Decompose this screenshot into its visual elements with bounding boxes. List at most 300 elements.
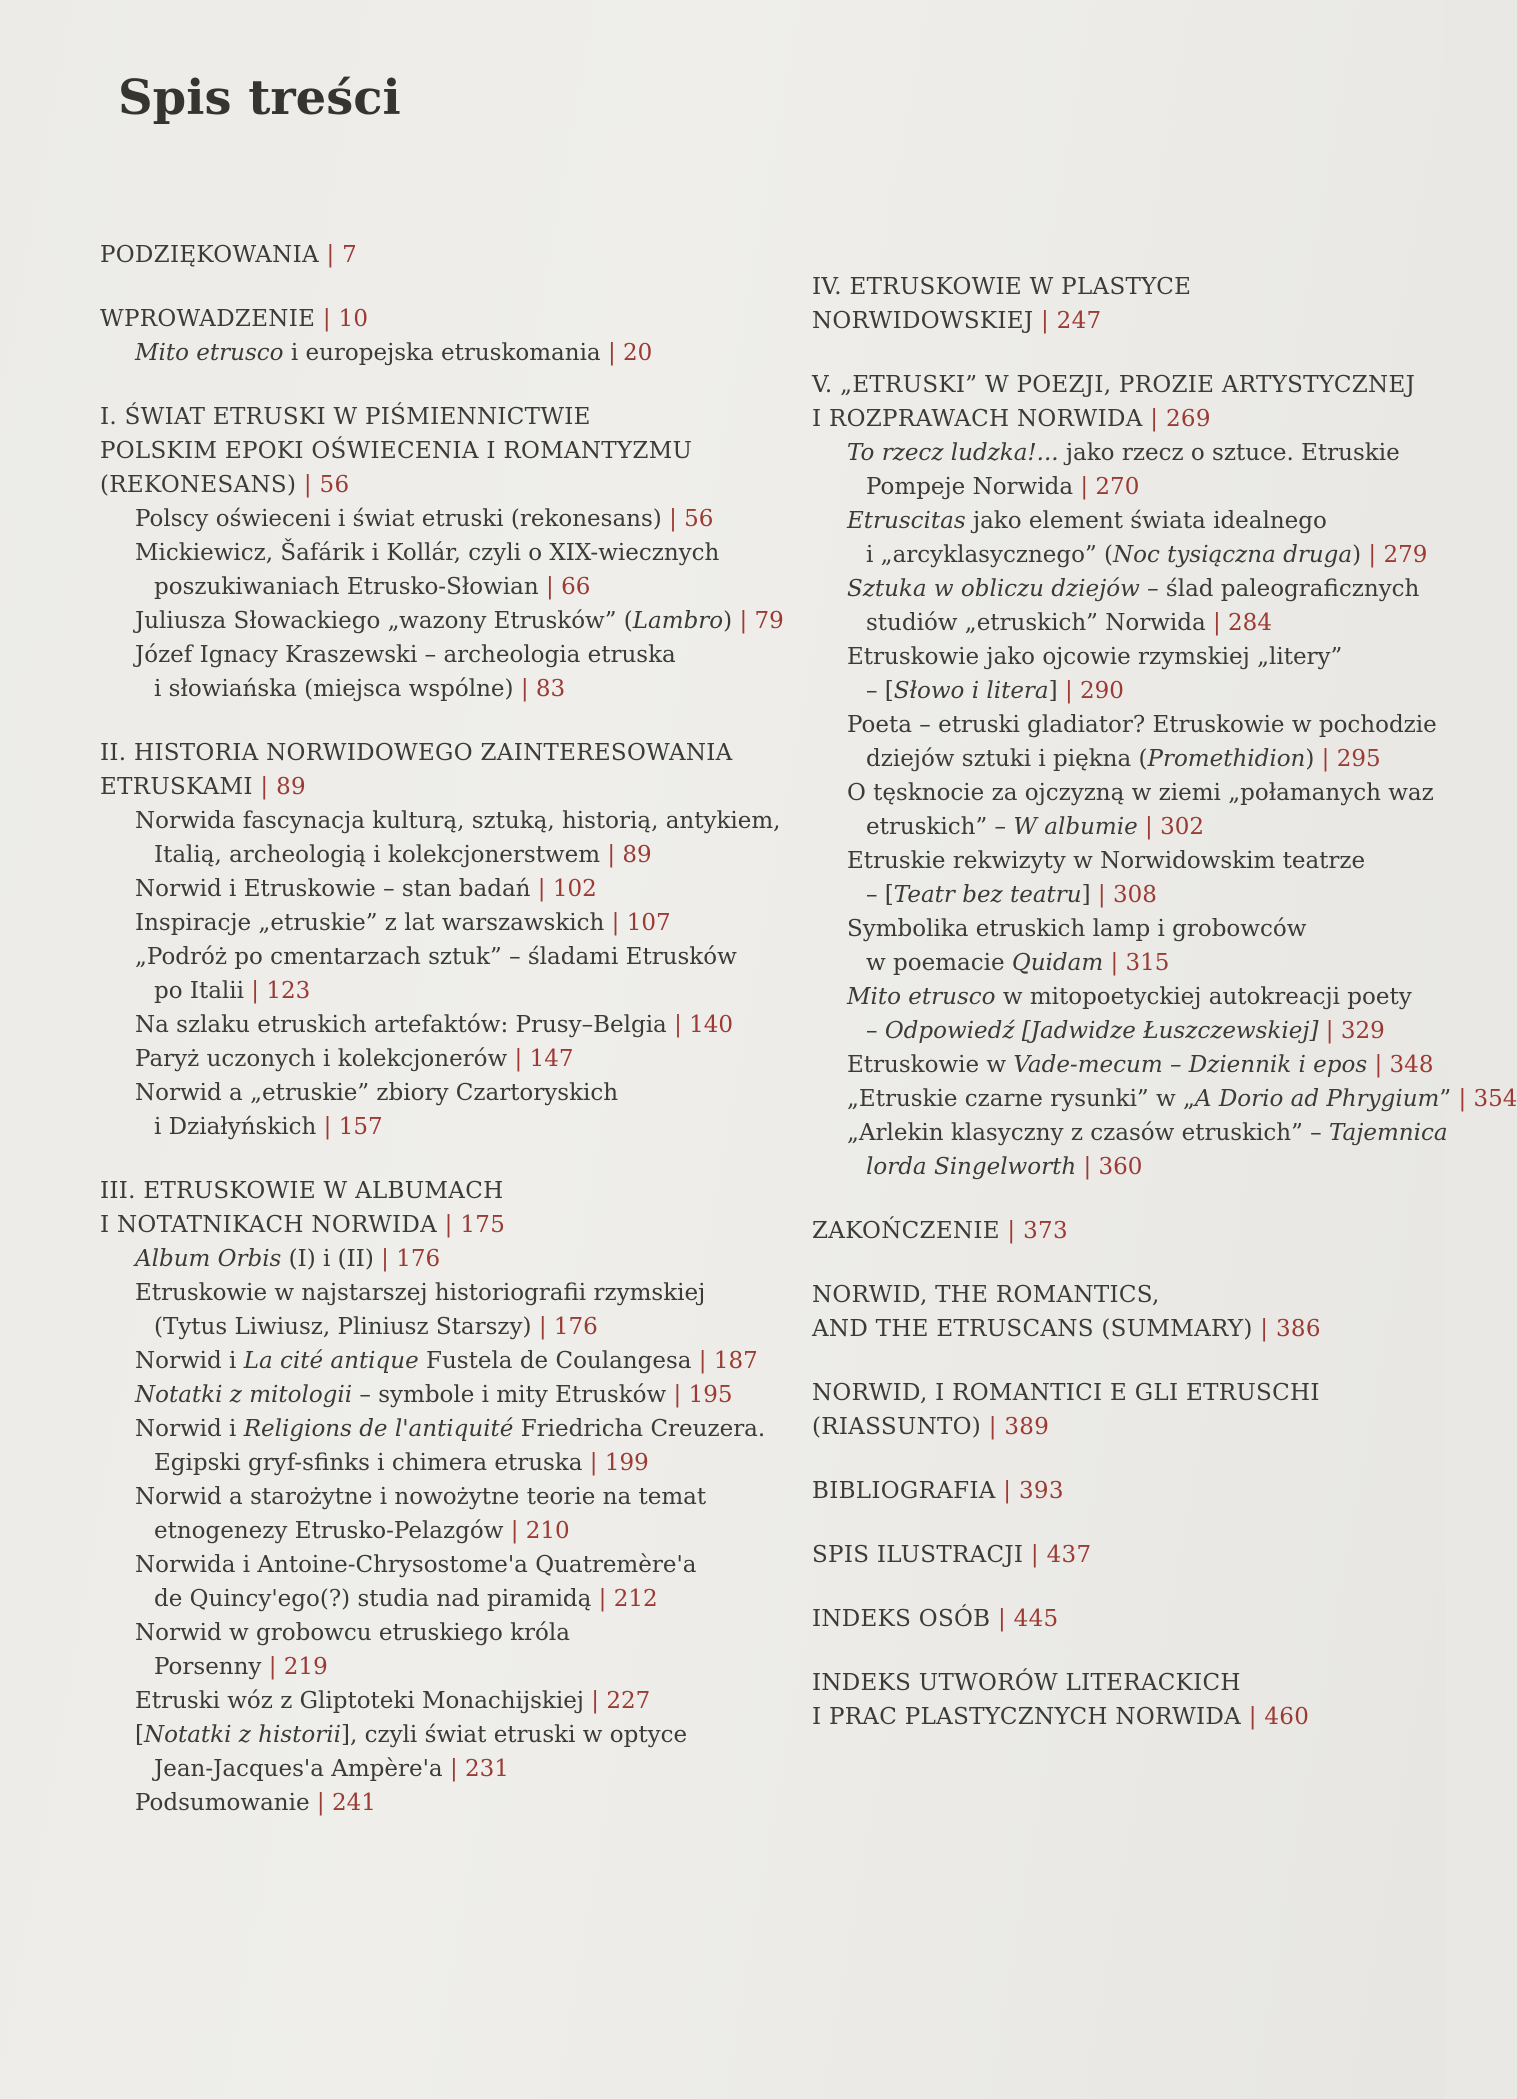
toc-subentry-line xyxy=(100,604,784,638)
entry-text: po Italii xyxy=(154,978,244,1004)
entry-text: w poemacie xyxy=(866,950,1012,976)
page-number: 176 xyxy=(396,1246,441,1272)
page-number: 176 xyxy=(553,1314,598,1340)
toc-column-right xyxy=(812,270,1517,1764)
toc-subentry-line xyxy=(100,1548,740,1582)
toc-chapter-line xyxy=(812,368,1452,402)
page-number: 147 xyxy=(529,1046,574,1072)
page-number: 56 xyxy=(319,472,350,498)
toc-section xyxy=(100,302,740,370)
toc-subentry-line xyxy=(812,538,1452,572)
entry-text: Etruskie rekwizyty w Norwidowskim teatrze xyxy=(847,848,1366,874)
entry-text-rest: jako element świata idealnego xyxy=(965,508,1327,534)
page-number: 56 xyxy=(684,506,714,532)
toc-subentry-line xyxy=(100,1480,740,1514)
toc-subentry-line xyxy=(100,570,740,604)
entry-text: Józef Ignacy Kraszewski – archeologia etruska xyxy=(135,642,676,668)
entry-text: Mickiewicz, Šafárik i Kollár, czyli o XIX-wiecznych xyxy=(135,540,720,566)
entry-text: V. „ETRUSKI” W POEZJI, PROZIE ARTYSTYCZNEJ xyxy=(812,372,1416,398)
toc-section xyxy=(812,270,1452,338)
toc-subentry-line xyxy=(100,1786,740,1820)
page-number: 308 xyxy=(1112,882,1157,908)
toc-subentry-line xyxy=(100,638,740,672)
entry-italic-title: Noc tysiączna druga xyxy=(1113,542,1353,568)
page-separator: | xyxy=(661,506,685,532)
entry-text: INDEKS OSÓB xyxy=(812,1606,991,1632)
entry-italic-title: A Dorio ad Phrygium xyxy=(1194,1086,1440,1112)
entry-text-rest: Friedricha Creuzera. xyxy=(513,1416,766,1442)
entry-italic-title: Lambro xyxy=(632,608,724,634)
page-number: 140 xyxy=(689,1012,734,1038)
entry-italic-title: Mito etrusco xyxy=(135,340,284,366)
entry-italic-title: Notatki z historii xyxy=(143,1722,341,1748)
entry-text: PODZIĘKOWANIA xyxy=(100,242,319,268)
toc-subentry-line xyxy=(812,470,1452,504)
toc-section xyxy=(100,400,784,706)
page-separator: | xyxy=(296,472,320,498)
page-separator: | xyxy=(666,1012,690,1038)
page-number: 231 xyxy=(465,1756,509,1782)
entry-text: Norwid i xyxy=(135,1348,244,1374)
entry-text: O tęsknocie za ojczyzną w ziemi „połamanych waz xyxy=(847,780,1434,806)
toc-chapter-line xyxy=(100,736,740,770)
entry-text: i słowiańska (miejsca wspólne) xyxy=(154,676,514,702)
entry-text: [ xyxy=(135,1722,144,1748)
toc-chapter-line xyxy=(812,1666,1452,1700)
toc-section xyxy=(812,1538,1452,1572)
toc-section xyxy=(812,368,1517,1184)
entry-text-rest: – ślad paleograficznych xyxy=(1139,576,1420,602)
entry-text: Norwida i Antoine-Chrysostome'a Quatremère'a xyxy=(135,1552,697,1578)
page-separator: | xyxy=(600,340,624,366)
toc-subentry-line xyxy=(100,1110,740,1144)
page-separator: | xyxy=(530,876,553,902)
page-number: 269 xyxy=(1165,406,1211,432)
page-separator: | xyxy=(981,1414,1005,1440)
toc-chapter-line xyxy=(100,1208,740,1242)
page-separator: | xyxy=(261,1654,284,1680)
page-number: 195 xyxy=(688,1382,733,1408)
entry-text: INDEKS UTWORÓW LITERACKICH xyxy=(812,1670,1241,1696)
entry-text-rest: ) xyxy=(723,608,733,634)
page-number: 284 xyxy=(1228,610,1272,636)
toc-chapter-line xyxy=(100,302,740,336)
toc-subentry-line xyxy=(812,640,1452,674)
page-separator: | xyxy=(582,1450,605,1476)
toc-chapter-line xyxy=(812,1410,1452,1444)
toc-chapter-line xyxy=(100,1174,740,1208)
page-separator: | xyxy=(583,1688,607,1714)
toc-subentry-line xyxy=(812,504,1452,538)
toc-chapter-line xyxy=(812,1602,1452,1636)
toc-section xyxy=(100,238,740,272)
entry-text: Italią, archeologią i kolekcjonerstwem xyxy=(154,842,601,868)
entry-text-rest: w mitopoetyckiej autokreacji poety xyxy=(995,984,1412,1010)
toc-subentry-line xyxy=(812,742,1452,776)
toc-column-left xyxy=(100,238,784,1850)
page-number: 210 xyxy=(525,1518,570,1544)
page-number: 460 xyxy=(1264,1704,1310,1730)
toc-subentry-line xyxy=(100,536,740,570)
toc-subentry-line xyxy=(812,1116,1452,1150)
page-separator: | xyxy=(1090,882,1113,908)
entry-text: NORWIDOWSKIEJ xyxy=(812,308,1034,334)
page-number: 187 xyxy=(713,1348,758,1374)
page-separator: | xyxy=(990,1606,1014,1632)
page-separator: | xyxy=(244,978,267,1004)
page-separator: | xyxy=(1367,1052,1390,1078)
entry-text: NORWID, I ROMANTICI E GLI ETRUSCHI xyxy=(812,1380,1320,1406)
entry-text: I NOTATNIKACH NORWIDA xyxy=(100,1212,438,1238)
entry-italic-title: W albumie xyxy=(1013,814,1138,840)
page-separator: | xyxy=(316,1114,339,1140)
entry-text: „Podróż po cmentarzach sztuk” – śladami Etrusków xyxy=(135,944,737,970)
entry-text: Norwid i Etruskowie – stan badań xyxy=(135,876,531,902)
page-number: 360 xyxy=(1098,1154,1143,1180)
page-separator: | xyxy=(1252,1316,1276,1342)
page-separator: | xyxy=(1212,610,1229,636)
toc-section xyxy=(812,1474,1452,1508)
entry-text: poszukiwaniach Etrusko-Słowian xyxy=(154,574,539,600)
entry-text: Polscy oświeceni i świat etruski (rekonesans) xyxy=(135,506,662,532)
page-separator: | xyxy=(600,842,623,868)
entry-text: Norwid a starożytne i nowożytne teorie na temat xyxy=(135,1484,707,1510)
entry-text-rest: ” xyxy=(1439,1086,1452,1112)
entry-text: Etruski wóz z Gliptoteki Monachijskiej xyxy=(135,1688,584,1714)
page-number: 290 xyxy=(1080,678,1124,704)
entry-italic-title: Słowo i litera xyxy=(893,678,1049,704)
page-separator: | xyxy=(1057,678,1081,704)
entry-text: de Quincy'ego(?) studia nad piramidą xyxy=(154,1586,592,1612)
page-number: 270 xyxy=(1095,474,1140,500)
entry-text-rest: – symbole i mity Etrusków xyxy=(352,1382,667,1408)
toc-subentry-line xyxy=(100,1076,740,1110)
page-number: 89 xyxy=(276,774,306,800)
toc-section xyxy=(100,1174,766,1820)
toc-subentry-line xyxy=(100,804,781,838)
page-number: 241 xyxy=(331,1790,376,1816)
entry-text: „Arlekin klasyczny z czasów etruskich” – xyxy=(847,1120,1329,1146)
page-separator: | xyxy=(252,774,277,800)
toc-chapter-line xyxy=(812,270,1452,304)
toc-subentry-line xyxy=(812,980,1452,1014)
page-separator: | xyxy=(1241,1704,1265,1730)
page-separator: | xyxy=(503,1518,526,1544)
toc-section xyxy=(812,1278,1452,1346)
entry-text: studiów „etruskich” Norwida xyxy=(866,610,1213,636)
entry-text: Etruskowie w xyxy=(847,1052,1014,1078)
toc-subentry-line xyxy=(812,1082,1517,1116)
toc-subentry-line xyxy=(100,1412,766,1446)
entry-text: i „arcyklasycznego” ( xyxy=(866,542,1114,568)
page-number: 373 xyxy=(1023,1218,1068,1244)
page-number: 79 xyxy=(754,608,784,634)
toc-chapter-line xyxy=(100,770,740,804)
page-separator: | xyxy=(513,676,536,702)
entry-text: Etruskowie w najstarszej historiografii rzymskiej xyxy=(135,1280,706,1306)
page-number: 212 xyxy=(613,1586,658,1612)
toc-section xyxy=(812,1666,1452,1734)
page-separator: | xyxy=(538,574,562,600)
toc-subentry-line xyxy=(812,912,1452,946)
page-number: 83 xyxy=(535,676,566,702)
toc-chapter-line xyxy=(812,402,1452,436)
entry-italic-title: Sztuka w obliczu dziejów xyxy=(847,576,1140,602)
entry-text: Inspiracje „etruskie” z lat warszawskich xyxy=(135,910,605,936)
entry-text: BIBLIOGRAFIA xyxy=(812,1478,996,1504)
toc-subentry-line xyxy=(100,974,740,1008)
page-separator: | xyxy=(1318,1018,1341,1044)
entry-text-rest: (I) i (II) xyxy=(281,1246,374,1272)
entry-text: Norwid w grobowcu etruskiego króla xyxy=(135,1620,570,1646)
page-separator: | xyxy=(666,1382,689,1408)
toc-subentry-line xyxy=(100,1718,740,1752)
page-separator: | xyxy=(1073,474,1096,500)
toc-subentry-line xyxy=(100,1514,740,1548)
entry-italic-title: lorda Singelworth xyxy=(866,1154,1077,1180)
entry-text: Na szlaku etruskich artefaktów: Prusy–Belgia xyxy=(135,1012,667,1038)
entry-text: i Działyńskich xyxy=(154,1114,317,1140)
toc-subentry-line xyxy=(812,878,1452,912)
entry-text: Poeta – etruski gladiator? Etruskowie w pochodzie xyxy=(847,712,1437,738)
toc-subentry-line xyxy=(812,708,1452,742)
toc-subentry-line xyxy=(812,1048,1452,1082)
entry-text: (Tytus Liwiusz, Pliniusz Starszy) xyxy=(154,1314,532,1340)
entry-text: dziejów sztuki i piękna ( xyxy=(866,746,1148,772)
page-number: 279 xyxy=(1383,542,1428,568)
toc-subentry-line xyxy=(100,1684,740,1718)
page-number: 354 xyxy=(1473,1086,1517,1112)
toc-section xyxy=(100,736,781,1144)
page-separator: | xyxy=(373,1246,397,1272)
entry-italic-title: Album Orbis xyxy=(135,1246,282,1272)
toc-subentry-line xyxy=(812,436,1452,470)
toc-subentry-line xyxy=(812,810,1452,844)
entry-italic-title: To rzecz ludzka!... xyxy=(847,440,1059,466)
entry-text: SPIS ILUSTRACJI xyxy=(812,1542,1024,1568)
entry-text: I. ŚWIAT ETRUSKI W PIŚMIENNICTWIE xyxy=(100,404,591,430)
entry-text: Symbolika etruskich lamp i grobowców xyxy=(847,916,1307,942)
page-number: 199 xyxy=(604,1450,649,1476)
toc-chapter-line xyxy=(100,468,740,502)
page-separator: | xyxy=(691,1348,714,1374)
toc-chapter-line xyxy=(812,1700,1452,1734)
entry-text: (REKONESANS) xyxy=(100,472,297,498)
entry-text: Egipski gryf-sfinks i chimera etruska xyxy=(154,1450,583,1476)
page-separator: | xyxy=(315,306,339,332)
toc-subentry-line xyxy=(100,838,740,872)
entry-italic-title: Odpowiedź [Jadwidze Łuszczewskiej] xyxy=(884,1018,1319,1044)
toc-chapter-line xyxy=(812,1474,1452,1508)
page-number: 302 xyxy=(1160,814,1204,840)
entry-text: NORWID, THE ROMANTICS, xyxy=(812,1282,1160,1308)
entry-text: Norwida fascynacja kulturą, sztuką, historią, antykiem, xyxy=(135,808,781,834)
page-number: 247 xyxy=(1056,308,1102,334)
toc-subentry-line xyxy=(812,946,1452,980)
toc-chapter-line xyxy=(812,1538,1452,1572)
entry-text-rest: ) xyxy=(1352,542,1362,568)
toc-chapter-line xyxy=(812,304,1452,338)
entry-text: I PRAC PLASTYCZNYCH NORWIDA xyxy=(812,1704,1242,1730)
page-separator: | xyxy=(1451,1086,1474,1112)
page-number: 219 xyxy=(283,1654,328,1680)
page-separator: | xyxy=(1033,308,1057,334)
entry-text: Paryż uczonych i kolekcjonerów xyxy=(135,1046,508,1072)
page-number: 295 xyxy=(1336,746,1381,772)
entry-text: Norwid a „etruskie” zbiory Czartoryskich xyxy=(135,1080,619,1106)
toc-subentry-line xyxy=(100,940,740,974)
page-number: 89 xyxy=(622,842,652,868)
toc-subentry-line xyxy=(100,1242,740,1276)
page-number: 315 xyxy=(1125,950,1170,976)
page-title: Spis treści xyxy=(118,70,401,126)
page-separator: | xyxy=(1137,814,1161,840)
page-number: 348 xyxy=(1389,1052,1434,1078)
entry-text-rest: ], czyli świat etruski w optyce xyxy=(340,1722,688,1748)
toc-subentry-line xyxy=(812,1014,1452,1048)
page-number: 389 xyxy=(1004,1414,1050,1440)
toc-subentry-line xyxy=(100,1752,740,1786)
page-number: 102 xyxy=(552,876,597,902)
page-number: 157 xyxy=(338,1114,383,1140)
page-number: 437 xyxy=(1046,1542,1092,1568)
entry-text: Podsumowanie xyxy=(135,1790,310,1816)
entry-text: etnogenezy Etrusko-Pelazgów xyxy=(154,1518,504,1544)
page-number: 227 xyxy=(606,1688,651,1714)
entry-text-rest: ] xyxy=(1081,882,1091,908)
entry-text-rest: ] xyxy=(1048,678,1058,704)
toc-section xyxy=(812,1214,1452,1248)
entry-text: II. HISTORIA NORWIDOWEGO ZAINTERESOWANIA xyxy=(100,740,733,766)
page-number: 7 xyxy=(342,242,358,268)
entry-italic-title: Promethidion xyxy=(1147,746,1306,772)
toc-subentry-line xyxy=(812,844,1452,878)
toc-section xyxy=(812,1602,1452,1636)
entry-italic-title: Vade-mecum – Dziennik i epos xyxy=(1013,1052,1368,1078)
page-number: 107 xyxy=(626,910,671,936)
toc-subentry-line xyxy=(100,672,740,706)
entry-text: III. ETRUSKOWIE W ALBUMACH xyxy=(100,1178,504,1204)
toc-subentry-line xyxy=(100,1650,740,1684)
page-separator: | xyxy=(1103,950,1126,976)
entry-italic-title: Tajemnica xyxy=(1328,1120,1448,1146)
entry-text: Juliusza Słowackiego „wazony Etrusków” ( xyxy=(135,608,633,634)
page-number: 66 xyxy=(561,574,591,600)
page-separator: | xyxy=(442,1756,466,1782)
entry-text: AND THE ETRUSCANS (SUMMARY) xyxy=(812,1316,1253,1342)
page-separator: | xyxy=(1361,542,1384,568)
entry-text: ZAKOŃCZENIE xyxy=(812,1218,1000,1244)
toc-subentry-line xyxy=(100,1378,740,1412)
entry-text: IV. ETRUSKOWIE W PLASTYCE xyxy=(812,274,1192,300)
toc-subentry-line xyxy=(100,502,740,536)
toc-chapter-line xyxy=(100,400,740,434)
page-separator: | xyxy=(507,1046,530,1072)
entry-text: Porsenny xyxy=(154,1654,262,1680)
toc-subentry-line xyxy=(812,674,1452,708)
page-number: 393 xyxy=(1018,1478,1064,1504)
toc-subentry-line xyxy=(100,1616,740,1650)
page-separator: | xyxy=(437,1212,461,1238)
toc-subentry-line xyxy=(812,606,1452,640)
entry-text-rest: jako rzecz o sztuce. Etruskie xyxy=(1058,440,1400,466)
page-number: 175 xyxy=(460,1212,506,1238)
toc-subentry-line xyxy=(100,1042,740,1076)
toc-section xyxy=(812,1376,1452,1444)
entry-text: POLSKIM EPOKI OŚWIECENIA I ROMANTYZMU xyxy=(100,438,693,464)
entry-text: WPROWADZENIE xyxy=(100,306,316,332)
page-number: 10 xyxy=(338,306,369,332)
toc-subentry-line xyxy=(100,872,740,906)
page-number: 445 xyxy=(1013,1606,1059,1632)
entry-italic-title: Teatr bez teatru xyxy=(893,882,1082,908)
entry-text: I ROZPRAWACH NORWIDA xyxy=(812,406,1143,432)
page-separator: | xyxy=(995,1478,1019,1504)
entry-text: Norwid i xyxy=(135,1416,244,1442)
toc-subentry-line xyxy=(100,1582,740,1616)
entry-text: – [ xyxy=(866,678,894,704)
toc-subentry-line xyxy=(100,1008,740,1042)
toc-subentry-line xyxy=(100,1446,740,1480)
toc-chapter-line xyxy=(100,434,740,468)
toc-subentry-line xyxy=(812,572,1452,606)
entry-text: – xyxy=(866,1018,885,1044)
toc-subentry-line xyxy=(812,1150,1452,1184)
toc-chapter-line xyxy=(100,238,740,272)
toc-chapter-line xyxy=(812,1312,1452,1346)
page-separator: | xyxy=(591,1586,614,1612)
entry-text: „Etruskie czarne rysunki” w „ xyxy=(847,1086,1195,1112)
entry-text: (RIASSUNTO) xyxy=(812,1414,982,1440)
entry-italic-title: Mito etrusco xyxy=(847,984,996,1010)
toc-chapter-line xyxy=(812,1376,1452,1410)
page-separator: | xyxy=(1314,746,1337,772)
toc-chapter-line xyxy=(812,1278,1452,1312)
page-separator: | xyxy=(318,242,343,268)
entry-text: etruskich” – xyxy=(866,814,1014,840)
page-separator: | xyxy=(1023,1542,1047,1568)
page-separator: | xyxy=(732,608,755,634)
toc-chapter-line xyxy=(812,1214,1452,1248)
page-separator: | xyxy=(1142,406,1166,432)
page-separator: | xyxy=(999,1218,1024,1244)
toc-subentry-line xyxy=(100,1310,740,1344)
entry-italic-title: Notatki z mitologii xyxy=(135,1382,353,1408)
entry-italic-title: La cité antique xyxy=(243,1348,419,1374)
toc-subentry-line xyxy=(812,776,1452,810)
toc-subentry-line xyxy=(100,906,740,940)
toc-subentry-line xyxy=(100,336,740,370)
entry-italic-title: Religions de l'antiquité xyxy=(243,1416,514,1442)
page-number: 386 xyxy=(1275,1316,1321,1342)
entry-text-rest: ) xyxy=(1305,746,1315,772)
entry-text: ETRUSKAMI xyxy=(100,774,253,800)
entry-text-rest: Fustela de Coulangesa xyxy=(418,1348,692,1374)
page-number: 329 xyxy=(1340,1018,1385,1044)
page-separator: | xyxy=(309,1790,332,1816)
entry-italic-title: Etruscitas xyxy=(847,508,966,534)
entry-text: Pompeje Norwida xyxy=(866,474,1074,500)
entry-text: Etruskowie jako ojcowie rzymskiej „litery” xyxy=(847,644,1343,670)
page-separator: | xyxy=(531,1314,554,1340)
entry-italic-title: Quidam xyxy=(1011,950,1104,976)
entry-text-rest: i europejska etruskomania xyxy=(283,340,601,366)
entry-text: Jean-Jacques'a Ampère'a xyxy=(154,1756,443,1782)
page-number: 123 xyxy=(266,978,311,1004)
page-separator: | xyxy=(1076,1154,1099,1180)
entry-text: – [ xyxy=(866,882,894,908)
page-number: 20 xyxy=(623,340,653,366)
